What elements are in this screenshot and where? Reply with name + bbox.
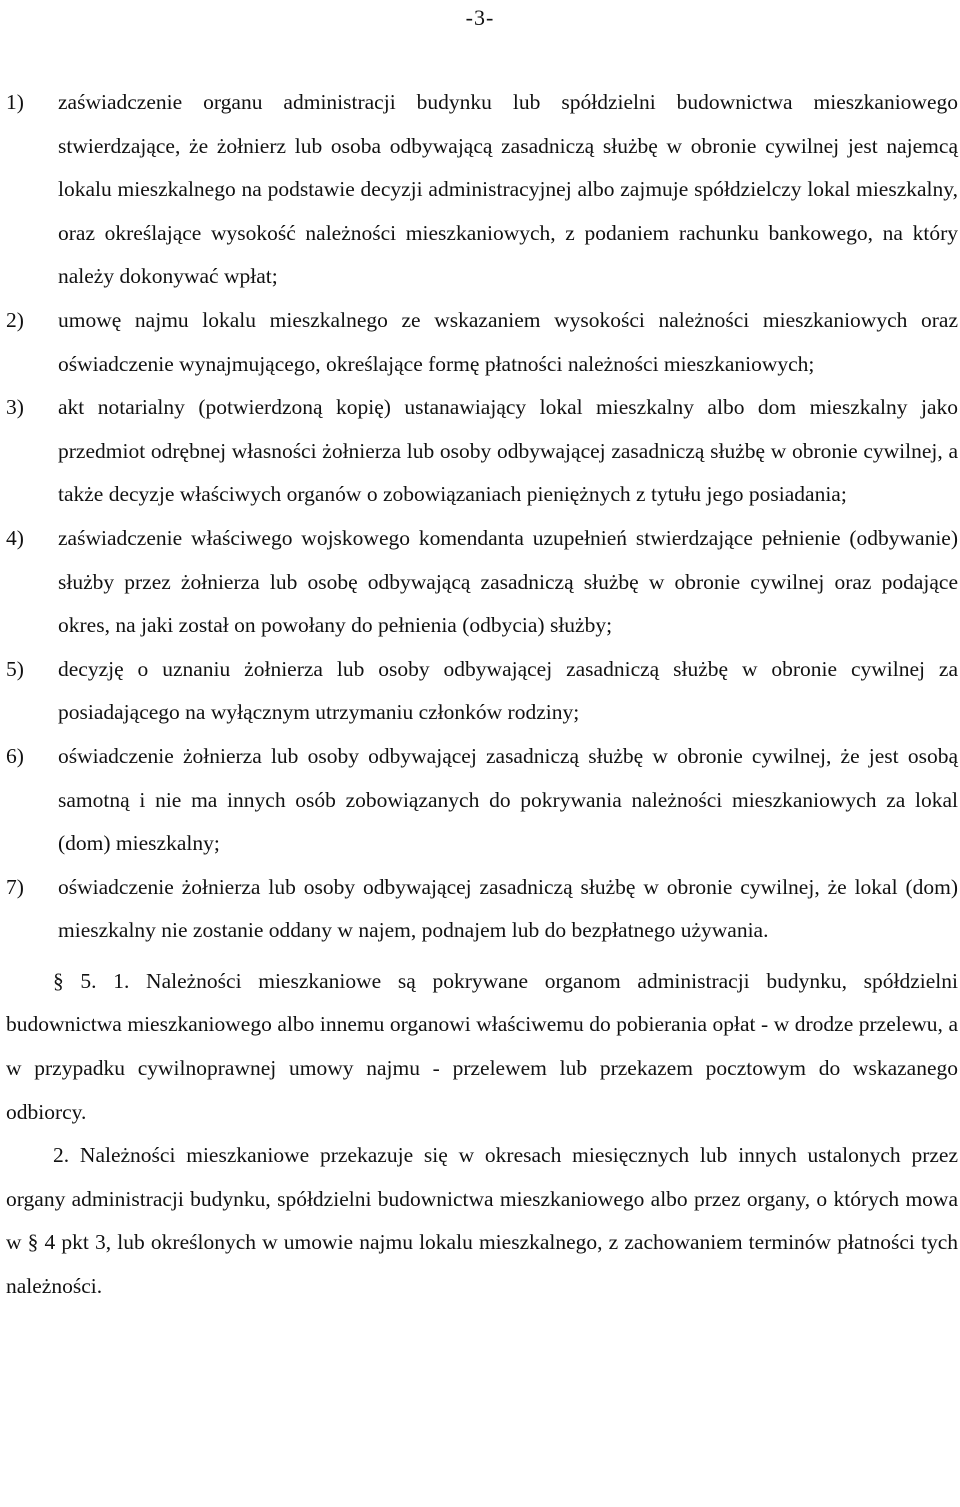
list-item-number: 1): [6, 90, 24, 114]
list-item-text: decyzję o uznaniu żołnierza lub osoby odbywającej zasadniczą służbę w obronie cywilnej za posiadającego na wyłącznym utrzymaniu członków rodziny;: [58, 656, 958, 725]
section-paragraph: § 5. 1. Należności mieszkaniowe są pokrywane organom administracji budynku, spółdzielni budownictwa mieszkaniowego albo innemu organowi właściwemu do pobierania opłat - w drodze przelewu, a w przypadku cywilnoprawnej umowy najmu - przelewem lub przekazem pocztowym do wskazanego odbiorcy.: [6, 968, 958, 1124]
list-item-number: 6): [6, 743, 24, 768]
list-item: [6, 81, 958, 299]
page-number: -3-: [465, 5, 495, 30]
list-item-text: akt notarialny (potwierdzoną kopię) ustanawiający lokal mieszkalny albo dom mieszkalny jako przedmiot odrębnej własności żołnierza lub osoby odbywającej zasadniczą służbę w obronie cywilnej, a także decyzje właściwych organów o zobowiązaniach pieniężnych z tytułu jego posiadania;: [58, 395, 958, 507]
list-item-number: 7): [6, 874, 24, 899]
list-item-number: 3): [6, 395, 24, 420]
list-item: [6, 866, 958, 953]
section-paragraph: 2. Należności mieszkaniowe przekazuje się w okresach miesięcznych lub innych ustalonych przez organy administracji budynku, spółdzielni budownictwa mieszkaniowego albo przez organy, o których mowa w § 4 pkt 3, lub określonych w umowie najmu lokalu mieszkalnego, z zachowaniem terminów płatności tych należności.: [6, 1143, 958, 1299]
list-item-text: oświadczenie żołnierza lub osoby odbywającej zasadniczą służbę w obronie cywilnej, że jest osobą samotną i nie ma innych osób zobowiązanych do pokrywania należności mieszkaniowych za lokal (dom) mieszkalny;: [58, 743, 958, 856]
document-body: [6, 81, 958, 1309]
list-item: [6, 386, 958, 517]
list-item: [6, 299, 958, 386]
list-item: [6, 517, 958, 648]
list-item-number: 4): [6, 525, 24, 550]
list-item-text: oświadczenie żołnierza lub osoby odbywającej zasadniczą służbę w obronie cywilnej, że lokal (dom) mieszkalny nie zostanie oddany w najem, podnajem lub do bezpłatnego używania.: [58, 874, 958, 943]
list-item-number: 2): [6, 307, 24, 332]
list-item-text: zaświadczenie organu administracji budynku lub spółdzielni budownictwa mieszkaniowego stwierdzające, że żołnierz lub osoba odbywającą zasadniczą służbę w obronie cywilnej jest najemcą lokalu mieszkalnego na podstawie decyzji administracyjnej albo zajmuje spółdzielczy lokal mieszkalny, oraz określające wysokość należności mieszkaniowych, z podaniem rachunku bankowego, na który należy dokonywać wpłat;: [58, 90, 958, 289]
list-item-number: 5): [6, 656, 24, 681]
list-item: [6, 735, 958, 866]
list-item: [6, 648, 958, 735]
list-item-text: umowę najmu lokalu mieszkalnego ze wskazaniem wysokości należności mieszkaniowych oraz oświadczenie wynajmującego, określające formę płatności należności mieszkaniowych;: [58, 307, 958, 376]
list-item-text: zaświadczenie właściwego wojskowego komendanta uzupełnień stwierdzające pełnienie (odbywanie) służby przez żołnierza lub osobę odbywającą zasadniczą służbę w obronie cywilnej oraz podające okres, na jaki został on powołany do pełnienia (odbycia) służby;: [58, 525, 958, 638]
